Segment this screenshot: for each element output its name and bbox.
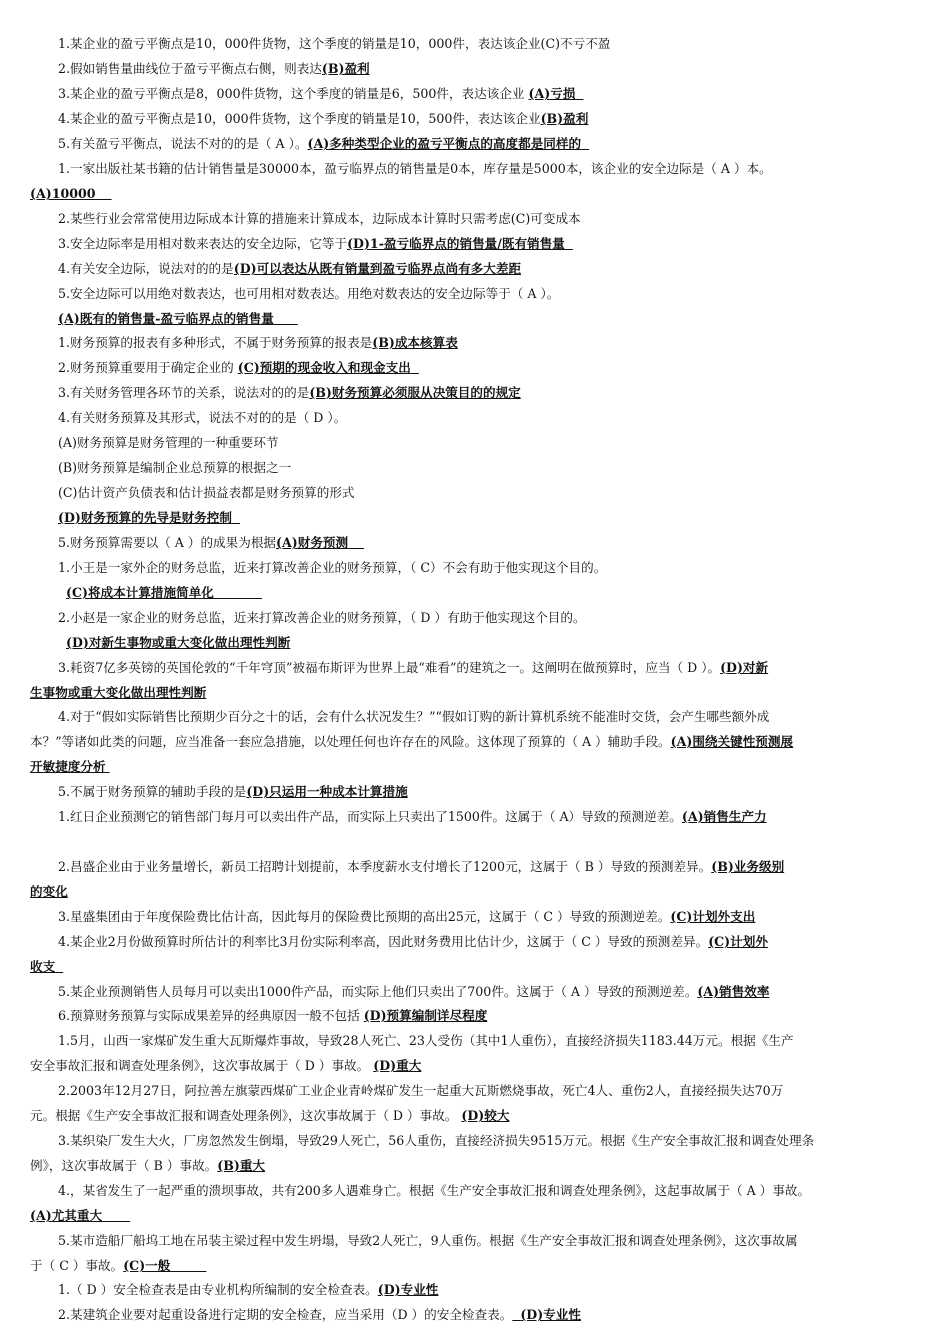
option-text: (C)估计资产负债表和估计损益表都是财务预算的形式 [58, 485, 355, 500]
text-line [30, 507, 923, 529]
question-text: 2.小赵是一家企业的财务总监，近来打算改善企业的财务预算，（ D ）有助于他实现这个目的。 [58, 610, 586, 625]
question-text: 2.2003年12月27日，阿拉善左旗蒙西煤矿工业企业青岭煤矿发生一起重大瓦斯燃烧事故，死亡4人、重伤2人，直接经损失达70万 [58, 1083, 784, 1098]
question-text: 4.有关安全边际，说法对的的是 [58, 261, 234, 276]
text-line [30, 83, 923, 105]
answer-text: (D)专业性 [377, 1282, 439, 1297]
text-line [30, 931, 923, 953]
text-line [30, 332, 923, 354]
question-text: 例》，这次事故属于（ B ）事故。 [30, 1158, 218, 1173]
answer-text: (D)1-盈亏临界点的销售量/既有销售量 [347, 236, 565, 251]
text-line [30, 1180, 923, 1202]
text-line [30, 1055, 923, 1077]
answer-text: (D)较大 [461, 1108, 510, 1123]
answer-text: (D)重大 [373, 1058, 422, 1073]
answer-text: (B)财务预算必须服从决策目的的规定 [309, 385, 521, 400]
text-line [30, 208, 923, 230]
question-text: 1.某企业的盈亏平衡点是10，000件货物，这个季度的销量是10，000件，表达该企业(C)不亏不盈 [58, 36, 611, 51]
text-line [30, 283, 923, 305]
text-line [30, 1255, 923, 1277]
text-line [30, 108, 923, 130]
text-line [30, 1005, 923, 1027]
answer-text: (A)亏损 [528, 86, 576, 101]
text-line [30, 981, 923, 1003]
text-line [30, 258, 923, 280]
answer-text: 收支 [30, 959, 56, 974]
answer-text: (A)销售效率 [697, 984, 770, 999]
question-text: 1.财务预算的报表有多种形式，不属于财务预算的报表是 [58, 335, 373, 350]
question-text: 5.某市造船厂船坞工地在吊装主梁过程中发生坍塌，导致2人死亡，9人重伤。根据《生产安全事故汇报和调查处理条例》，这次事故属 [58, 1233, 798, 1248]
text-line [30, 1080, 923, 1102]
text-line [30, 956, 923, 978]
question-text: 1.一家出版社某书籍的估计销售量是30000本，盈亏临界点的销售量是0本，库存量是5000本，该企业的安全边际是（ A ）本。 [58, 161, 772, 176]
answer-text: (C)预期的现金收入和现金支出 [237, 360, 411, 375]
text-line [30, 133, 923, 155]
question-text: 4.有关财务预算及其形式，说法不对的的是（ D ）。 [58, 410, 347, 425]
answer-text: (C)将成本计算措施简单化 [66, 585, 214, 600]
text-line [30, 706, 923, 728]
text-line [30, 906, 923, 928]
answer-text: 开敏捷度分析 [30, 759, 106, 774]
question-text: 1.红日企业预测它的销售部门每月可以卖出件产品，而实际上只卖出了1500件。这属于（ A）导致的预测逆差。 [58, 809, 682, 824]
text-line [30, 1230, 923, 1252]
text-line [30, 781, 923, 803]
answer-text: (D)对新生事物或重大变化做出理性判断 [66, 635, 291, 650]
question-text: 5.财务预算需要以（ A ）的成果为根据 [58, 535, 277, 550]
answer-text: (A)既有的销售量-盈亏临界点的销售量 [58, 311, 274, 326]
question-text: 本？”等诸如此类的问题，应当准备一套应急措施，以处理任何也许存在的风险。这体现了预算的（ A ）辅助手段。 [30, 734, 671, 749]
question-text: 于（ C ）事故。 [30, 1258, 124, 1273]
question-text: 6.预算财务预算与实际成果差异的经典原因一般不包括 [58, 1008, 360, 1023]
answer-text: (D)对新 [720, 660, 769, 675]
question-text: 4.对于“假如实际销售比预期少百分之十的话，会有什么状况发生？”“假如订购的新计算机系统不能准时交货，会产生哪些额外成 [58, 709, 770, 724]
answer-text: (A)销售生产力 [681, 809, 767, 824]
text-line [30, 233, 923, 255]
answer-text: (A)10000 [30, 186, 96, 201]
question-text: 1.小王是一家外企的财务总监，近来打算改善企业的财务预算，（ C）不会有助于他实现这个目的。 [58, 560, 607, 575]
answer-text: (B)成本核算表 [372, 335, 458, 350]
text-line [30, 58, 923, 80]
text-line [30, 756, 923, 778]
text-line [30, 1205, 923, 1227]
question-text: 5.不属于财务预算的辅助手段的是 [58, 784, 247, 799]
answer-text: (D)专业性 [520, 1307, 581, 1322]
text-line [30, 457, 923, 479]
answer-text: (A)多种类型企业的盈亏平衡点的高度都是同样的 [307, 136, 582, 151]
text-line [30, 1279, 923, 1301]
question-text: 2.假如销售量曲线位于盈亏平衡点右侧，则表达 [58, 61, 322, 76]
text-line [30, 382, 923, 404]
question-text: 5.安全边际可以用绝对数表达，也可用相对数表达。用绝对数表达的安全边际等于（ A ）。 [58, 286, 560, 301]
question-text: 3.星盛集团由于年度保险费比估计高，因此每月的保险费比预期的高出25元，这属于（ C ）导致的预测逆差。 [58, 909, 671, 924]
text-line [30, 532, 923, 554]
text-line [30, 1155, 923, 1177]
text-line [30, 482, 923, 504]
text-line [30, 557, 923, 579]
text-line [30, 158, 923, 180]
text-line [30, 657, 923, 679]
question-text: 1.（ D ）安全检查表是由专业机构所编制的安全检查表。 [58, 1282, 378, 1297]
text-line [30, 1030, 923, 1052]
question-text: 2.财务预算重要用于确定企业的 [58, 360, 234, 375]
question-text: 3.某织染厂发生大火，厂房忽然发生倒塌，导致29人死亡，56人重伤，直接经济损失9515万元。根据《生产安全事故汇报和调查处理条 [58, 1133, 815, 1148]
answer-text: 的变化 [30, 884, 68, 899]
option-text: (A)财务预算是财务管理的一种重要环节 [58, 435, 279, 450]
text-line [30, 881, 923, 903]
question-text: 3.有关财务管理各环节的关系，说法对的的是 [58, 385, 310, 400]
answer-text: (D)财务预算的先导是财务控制 [58, 510, 232, 525]
text-line [30, 33, 923, 55]
question-text: 3.耗资7亿多英镑的英国伦敦的“千年穹顶”被福布斯评为世界上最“难看”的建筑之一。这阐明在做预算时，应当（ D ）。 [58, 660, 721, 675]
question-text: 1.5月，山西一家煤矿发生重大瓦斯爆炸事故，导致28人死亡、23人受伤（其中1人重伤），直接经济损失1183.44万元。根据《生产 [58, 1033, 794, 1048]
question-text: 5.某企业预测销售人员每月可以卖出1000件产品，而实际上他们只卖出了700件。这属于（ A ）导致的预测逆差。 [58, 984, 698, 999]
question-text: 安全事故汇报和调查处理条例》，这次事故属于（ D ）事故。 [30, 1058, 370, 1073]
text-line [30, 806, 923, 828]
answer-text: (B)业务级别 [711, 859, 785, 874]
answer-text: (B)重大 [217, 1158, 266, 1173]
text-line [30, 582, 923, 604]
answer-text: (A)围绕关键性预测展 [670, 734, 794, 749]
question-text: 2.某建筑企业要对起重设备进行定期的安全检查，应当采用（D ）的安全检查表。 [58, 1307, 513, 1322]
text-line [30, 432, 923, 454]
answer-text: (B)盈利 [321, 61, 370, 76]
question-text: 5.有关盈亏平衡点，说法不对的的是（ A ）。 [58, 136, 308, 151]
answer-text: (A)财务预测 [276, 535, 349, 550]
text-line [30, 682, 923, 704]
answer-text: (D)预算编制详尽程度 [363, 1008, 488, 1023]
question-text: 4.某企业2月份做预算时所估计的利率比3月份实际利率高，因此财务费用比估计少，这属于（ C ）导致的预测差异。 [58, 934, 709, 949]
question-text: 2.昌盛企业由于业务量增长，新员工招聘计划提前，本季度薪水支付增长了1200元，这属于（ B ）导致的预测差异。 [58, 859, 712, 874]
question-text: 4.某企业的盈亏平衡点是10，000件货物，这个季度的销量是10，500件，表达该企业 [58, 111, 541, 126]
text-line [30, 183, 923, 205]
text-line [30, 1105, 923, 1127]
answer-text: (D)只运用一种成本计算措施 [246, 784, 408, 799]
answer-text: (D)可以表达从既有销量到盈亏临界点尚有多大差距 [233, 261, 522, 276]
answer-text: (C)一般 [123, 1258, 171, 1273]
question-text: 3.安全边际率是用相对数来表达的安全边际，它等于 [58, 236, 348, 251]
text-line [30, 357, 923, 379]
option-text: (B)财务预算是编制企业总预算的根据之一 [58, 460, 292, 475]
text-line [30, 1304, 923, 1326]
answer-text: (C)计划外 [708, 934, 768, 949]
question-text: 2.某些行业会常常使用边际成本计算的措施来计算成本，边际成本计算时只需考虑(C)可变成本 [58, 211, 581, 226]
text-line [30, 1130, 923, 1152]
answer-text: (C)计划外支出 [670, 909, 756, 924]
text-line [30, 407, 923, 429]
answer-text: (A)尤其重大 [30, 1208, 103, 1223]
answer-text: 生事物或重大变化做出理性判断 [30, 685, 207, 700]
question-text: 元。根据《生产安全事故汇报和调查处理条例》，这次事故属于（ D ）事故。 [30, 1108, 458, 1123]
question-text: 3.某企业的盈亏平衡点是8，000件货物，这个季度的销量是6，500件，表达该企业 [58, 86, 525, 101]
text-line [30, 731, 923, 753]
answer-text: (B)盈利 [540, 111, 589, 126]
text-line [30, 632, 923, 654]
text-line [30, 856, 923, 878]
text-line [30, 607, 923, 629]
text-line [30, 308, 923, 330]
question-text: 4.，某省发生了一起严重的溃坝事故，共有200多人遇难身亡。根据《生产安全事故汇报和调查处理条例》，这起事故属于（ A ）事故。 [58, 1183, 811, 1198]
